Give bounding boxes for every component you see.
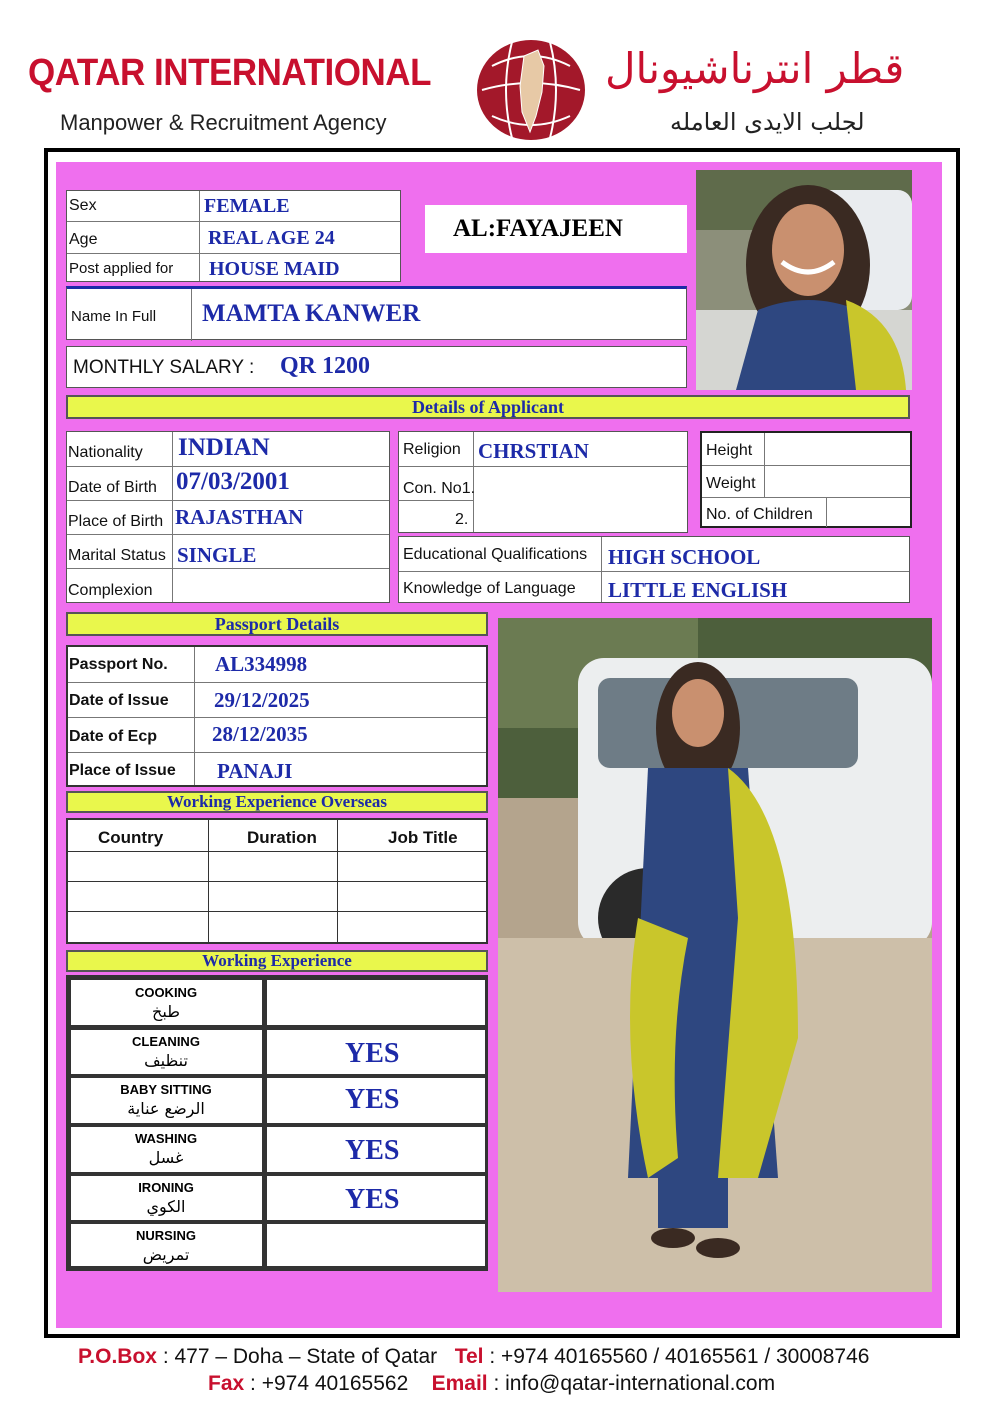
globe-logo-icon bbox=[472, 36, 590, 144]
skill-label-arabic: طبخ bbox=[152, 1002, 180, 1021]
nationality-value: INDIAN bbox=[178, 434, 270, 461]
post-value: HOUSE MAID bbox=[209, 258, 340, 280]
skill-label: NURSING bbox=[136, 1228, 196, 1243]
physical-info-box bbox=[700, 431, 912, 528]
skill-label-arabic: غسل bbox=[148, 1148, 184, 1167]
skill-label-arabic: الرضع عناية bbox=[127, 1099, 205, 1118]
personal-details-box bbox=[66, 431, 390, 603]
name-label: Name In Full bbox=[71, 308, 157, 325]
applicant-full-body-photo bbox=[498, 618, 932, 1292]
working-experience-header: Working Experience bbox=[66, 950, 488, 972]
issue-date-value: 29/12/2025 bbox=[214, 688, 310, 712]
skill-value-cell bbox=[267, 1078, 485, 1123]
skill-row bbox=[71, 1224, 262, 1266]
skill-value-cell bbox=[267, 1224, 485, 1266]
pob-label: Place of Birth bbox=[68, 513, 164, 530]
skill-row bbox=[71, 1030, 262, 1074]
expiry-date-value: 28/12/2035 bbox=[212, 722, 308, 746]
skill-label: CLEANING bbox=[132, 1034, 200, 1049]
pob-value: RAJASTHAN bbox=[175, 505, 304, 529]
religion-contact-box bbox=[398, 431, 688, 533]
children-label: No. of Children bbox=[706, 506, 813, 523]
skill-label: WASHING bbox=[134, 1131, 198, 1146]
tel-value: : +974 40165560 / 40165561 / 30008746 bbox=[483, 1345, 870, 1368]
skill-row bbox=[71, 1176, 262, 1220]
skill-label-arabic: الكوي bbox=[146, 1197, 186, 1216]
column-duration: Duration bbox=[247, 828, 317, 847]
skill-value: YES bbox=[345, 1038, 400, 1069]
footer-contact-line bbox=[208, 1372, 775, 1396]
skill-row bbox=[71, 980, 262, 1025]
place-of-issue-label: Place of Issue bbox=[69, 762, 176, 779]
language-value: LITTLE ENGLISH bbox=[608, 578, 788, 602]
skill-label: IRONING bbox=[138, 1180, 194, 1195]
marital-label: Marital Status bbox=[68, 547, 166, 564]
religion-value: CHRSTIAN bbox=[478, 439, 589, 463]
salary-box bbox=[66, 346, 687, 388]
applicant-portrait-photo bbox=[696, 170, 912, 390]
education-value: HIGH SCHOOL bbox=[608, 545, 761, 569]
skill-label: COOKING bbox=[134, 985, 198, 1000]
skill-value: YES bbox=[345, 1135, 400, 1166]
column-job-title: Job Title bbox=[388, 828, 458, 847]
working-experience-table bbox=[66, 975, 488, 1271]
overseas-experience-table bbox=[66, 818, 488, 944]
passport-no-value: AL334998 bbox=[215, 652, 308, 676]
skill-label-arabic: تنظيف bbox=[144, 1051, 188, 1070]
skill-value: YES bbox=[345, 1184, 400, 1215]
salary-value: QR 1200 bbox=[280, 353, 370, 379]
marital-value: SINGLE bbox=[177, 543, 257, 567]
post-label: Post applied for bbox=[69, 260, 174, 277]
email-label: Email bbox=[431, 1372, 488, 1395]
nationality-label: Nationality bbox=[68, 444, 143, 461]
passport-box bbox=[66, 645, 488, 787]
weight-label: Weight bbox=[706, 475, 756, 492]
issue-date-label: Date of Issue bbox=[69, 692, 169, 709]
religion-label: Religion bbox=[403, 441, 461, 458]
brand-name-english: QATAR INTERNATIONAL bbox=[28, 52, 431, 94]
skill-row bbox=[71, 1078, 262, 1123]
dob-label: Date of Birth bbox=[68, 479, 157, 496]
name-box bbox=[66, 286, 687, 340]
skill-label-arabic: تمريض bbox=[142, 1245, 190, 1264]
skill-value-cell bbox=[267, 1176, 485, 1220]
brand-name-arabic: قطر انترناشيونال bbox=[605, 44, 905, 93]
name-value: MAMTA KANWER bbox=[202, 300, 421, 327]
basic-info-box bbox=[66, 190, 401, 282]
skill-value-cell bbox=[267, 1127, 485, 1172]
complexion-label: Complexion bbox=[68, 582, 153, 599]
skill-label: BABY SITTING bbox=[120, 1082, 212, 1097]
office-box bbox=[425, 205, 687, 253]
overseas-experience-header: Working Experience Overseas bbox=[66, 791, 488, 813]
fax-label: Fax bbox=[208, 1372, 245, 1395]
place-of-issue-value: PANAJI bbox=[217, 759, 293, 783]
height-label: Height bbox=[706, 442, 753, 459]
fax-value: : +974 40165562 bbox=[244, 1372, 409, 1395]
passport-details-header: Passport Details bbox=[66, 612, 488, 636]
office-value: AL:FAYAJEEN bbox=[453, 215, 623, 242]
email-value[interactable]: : info@qatar-international.com bbox=[487, 1372, 776, 1395]
language-label: Knowledge of Language bbox=[403, 580, 576, 597]
education-label: Educational Qualifications bbox=[403, 546, 588, 563]
skill-row bbox=[71, 1127, 262, 1172]
skill-value-cell bbox=[267, 1030, 485, 1074]
passport-no-label: Passport No. bbox=[69, 656, 168, 673]
age-label: Age bbox=[69, 231, 98, 248]
contact-2-label: 2. bbox=[455, 511, 469, 528]
column-country: Country bbox=[98, 828, 164, 847]
contact-1-label: Con. No1. bbox=[403, 480, 476, 497]
skill-value-cell bbox=[267, 980, 485, 1025]
tel-label: Tel bbox=[454, 1345, 484, 1368]
pobox-value: : 477 – Doha – State of Qatar bbox=[156, 1345, 438, 1368]
sex-label: Sex bbox=[69, 197, 97, 214]
sex-value: FEMALE bbox=[204, 195, 290, 217]
brand-subtitle-english: Manpower & Recruitment Agency bbox=[60, 110, 387, 135]
brand-subtitle-arabic: لجلب الايدى العامله bbox=[670, 108, 865, 136]
dob-value: 07/03/2001 bbox=[176, 468, 290, 495]
expiry-date-label: Date of Ecp bbox=[69, 728, 158, 745]
skill-value: YES bbox=[345, 1084, 400, 1115]
pobox-label: P.O.Box bbox=[78, 1345, 157, 1368]
salary-label: MONTHLY SALARY : bbox=[73, 357, 255, 378]
age-value: REAL AGE 24 bbox=[208, 227, 335, 249]
footer-address-line bbox=[78, 1345, 869, 1369]
education-language-box bbox=[398, 536, 910, 603]
details-of-applicant-header: Details of Applicant bbox=[66, 395, 910, 419]
